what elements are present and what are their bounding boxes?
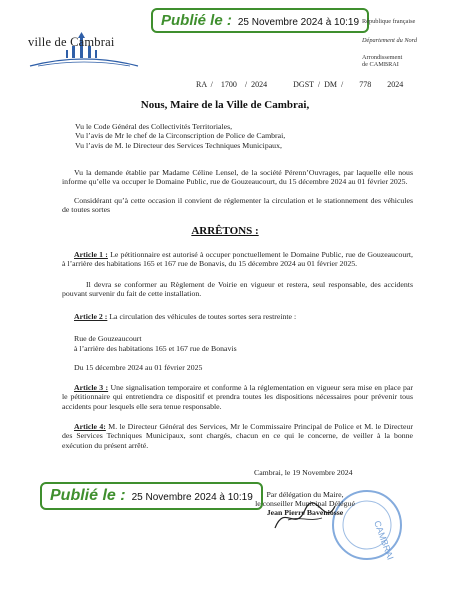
publication-stamp-top [151,8,369,33]
article-3 [62,383,413,411]
arretons-heading: ARRÊTONS : [191,225,259,237]
published-date: 25 Novembre 2024 à 10:19 [131,492,253,503]
ra-year: / 2024 [244,80,268,89]
arrondissement-label: Arrondissement [362,54,403,61]
arrondissement-name: de CAMBRAI [362,61,399,68]
demande-text: Vu la demande établie par Madame Céline Lensel, de la société Pérenn’Ouvrages, par laquelle elle nous informe qu’elle va occuper le Domaine Public, rue de Gouzeaucourt, du 15 décembre 2024 au 01 février 2025. [62,168,413,187]
departement-label: Département du Nord [362,37,418,44]
article-2-period: Du 15 décembre 2024 au 01 février 2025 [74,363,203,372]
article-2 [74,312,414,321]
article-1-text: Le pétitionnaire est autorisé à occuper ponctuellement le Domaine Public, rue de Gouzeaucourt, à l’arrière des habitations 165 et 167 rue de Bonavis, du 15 décembre 2024 au 01 février 2025. [62,250,413,269]
handwritten-signature [270,498,340,538]
article-2-label: Article 2 : [74,312,108,321]
article-3-text: Une signalisation temporaire et conforme à la réglementation en vigueur sera mise en place par le pétitionnaire qui entretiendra ce dispositif et prendra toutes les dispositions nécessaires pour prévenir tous accidents pour lesquels elle sera tenue responsable. [62,383,413,411]
visas-block [75,122,415,150]
signature-line-3: Jean Pierre Baveniosse [266,508,344,517]
published-date: 25 Novembre 2024 à 10:19 [237,17,360,28]
seal-text: CAMBRAI [372,519,396,562]
logo-text: ville de Cambrai [28,35,115,49]
header-right [362,18,447,68]
republique-label: République française [362,18,416,25]
signature-line-1: Par délégation du Maire, [266,490,344,499]
ra-label: RA / [196,80,213,89]
article-4 [62,422,413,450]
reference-line [196,80,446,89]
ra-number: 1700 [220,80,237,89]
article-1-paragraph-2 [62,280,413,299]
article-4-label: Article 4: [74,422,106,431]
published-label: Publié le : [50,487,126,504]
article-1 [62,250,413,269]
article-2-text: La circulation des véhicules de toutes sortes sera restreinte : [107,312,297,321]
article-2-street: Rue de Gouzeaucourt [74,334,142,343]
considerant-text: Considérant qu’à cette occasion il convient de réglementer la circulation et le stationnement des véhicules de toutes sortes [62,196,413,215]
published-label: Publié le : [161,12,232,29]
demande-paragraph [62,168,413,187]
article-4-text: M. le Directeur Général des Services, Mr le Commissaire Principal de Police et M. le Directeur des Services Techniques Municipaux, sont chargés, chacun en ce qui le concerne, de veiller à la bonne exécution du présent arrêté. [62,422,414,450]
visa-line: Vu l’avis de Mr le chef de la Circonscription de Police de Cambrai, [75,131,286,141]
article-2-location: à l’arrière des habitations 165 et 167 rue de Bonavis [74,344,237,353]
visa-line: Vu le Code Général des Collectivités Territoriales, [75,122,233,131]
considerant-paragraph [62,196,413,215]
dgst-number: 778 [359,80,372,89]
article-3-label: Article 3 : [74,383,109,392]
place-date: Cambrai, le 19 Novembre 2024 [254,468,353,477]
visa-line: Vu l’avis de M. le Directeur des Services Techniques Municipaux, [75,140,282,150]
signature-line-2: le conseiller Municipal Délégué [255,499,355,508]
page-title: Nous, Maire de la Ville de Cambrai, [140,99,310,111]
article-1-label: Article 1 : [74,250,108,259]
publication-stamp-bottom [40,482,263,510]
dgst-label: DGST / DM / [293,80,344,89]
dgst-year: 2024 [387,80,404,89]
article-1-text-2: Il devra se conformer au Règlement de Voirie en vigueur et restera, seul responsable, des accidents pouvant survenir du fait de cette installation. [62,280,413,299]
